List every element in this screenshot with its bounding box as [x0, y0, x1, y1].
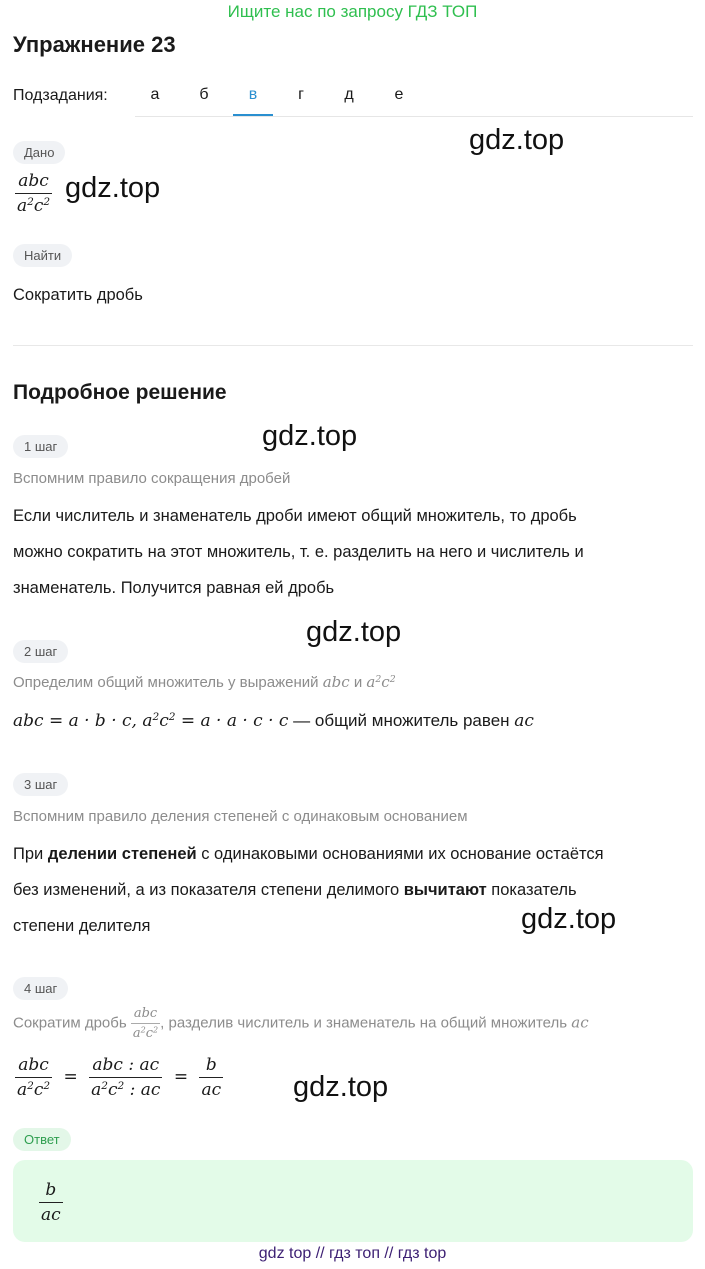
given-fraction: $\frac{\text{abc}}{a^2c^2}$: [17, 171, 51, 216]
answer-fraction: $\frac{b}{ac}$: [41, 1180, 61, 1225]
watermark: gdz.top: [469, 124, 565, 156]
tab-v[interactable]: в: [233, 86, 273, 116]
answer-box: [13, 1160, 693, 1242]
page-title: Упражнение 23: [13, 32, 176, 57]
solution-title: Подробное решение: [13, 381, 227, 404]
step-2-hint: Определим общий множитель у выражений abc и $a^2c^2$: [13, 673, 396, 691]
tab-a[interactable]: а: [150, 86, 160, 103]
tab-g[interactable]: г: [298, 86, 304, 103]
step-1-text-line2: можно сократить на этот множитель, т. е. разделить на него и числитель и: [13, 543, 584, 561]
step-3-text-line2: без изменений, а из показателя степени делимого вычитают показатель: [13, 881, 577, 899]
answer-badge: Ответ: [13, 1128, 71, 1151]
tab-b[interactable]: б: [199, 86, 209, 103]
subtasks-label: Подзадания:: [13, 87, 108, 104]
tab-d[interactable]: д: [344, 86, 354, 103]
find-badge: Найти: [13, 244, 72, 267]
step-3-hint: Вспомним правило деления степеней с одинаковым основанием: [13, 808, 468, 825]
step-3-text-line1: При делении степеней с одинаковыми основаниями их основание остаётся: [13, 845, 604, 863]
top-banner: Ищите нас по запросу ГДЗ ТОП: [227, 2, 478, 21]
step-2-expression: abc = a · b · c, $a^2c^2 = a \cdot a \cdot c \cdot c$ — общий множитель равен ac: [13, 711, 534, 731]
footer: gdz top // гдз топ // гдз top: [258, 1245, 447, 1262]
given-badge: Дано: [13, 141, 65, 164]
step-1-text-line1: Если числитель и знаменатель дроби имеют общий множитель, то дробь: [13, 507, 577, 525]
step-4-badge: 4 шаг: [13, 977, 68, 1000]
step-1-hint: Вспомним правило сокращения дробей: [13, 470, 291, 487]
find-text: Сократить дробь: [13, 286, 143, 304]
divider: [13, 345, 693, 346]
step-4-hint: Сократим дробь $\frac{\text{abc}}{a^2c^2}$ , разделив числитель и знаменатель на общий множитель ac: [13, 1006, 589, 1041]
watermark: gdz.top: [262, 420, 358, 452]
step-2-badge: 2 шаг: [13, 640, 68, 663]
step-4-equation: $\frac{\text{abc}}{a^2c^2}$ = $\frac{\text{abc : ac}}{a^2c^2 : ac}$ = $\frac{b}{ac}$: [17, 1055, 222, 1100]
step-3-text-line3: степени делителя: [13, 917, 151, 935]
watermark: gdz.top: [521, 903, 617, 935]
watermark: gdz.top: [65, 172, 161, 204]
step-1-badge: 1 шаг: [13, 435, 68, 458]
watermark: gdz.top: [306, 616, 402, 648]
subtask-tabs: [135, 80, 693, 117]
step-3-badge: 3 шаг: [13, 773, 68, 796]
step-1-text-line3: знаменатель. Получится равная ей дробь: [13, 579, 335, 597]
watermark: gdz.top: [293, 1071, 389, 1103]
tab-e[interactable]: е: [394, 86, 404, 103]
